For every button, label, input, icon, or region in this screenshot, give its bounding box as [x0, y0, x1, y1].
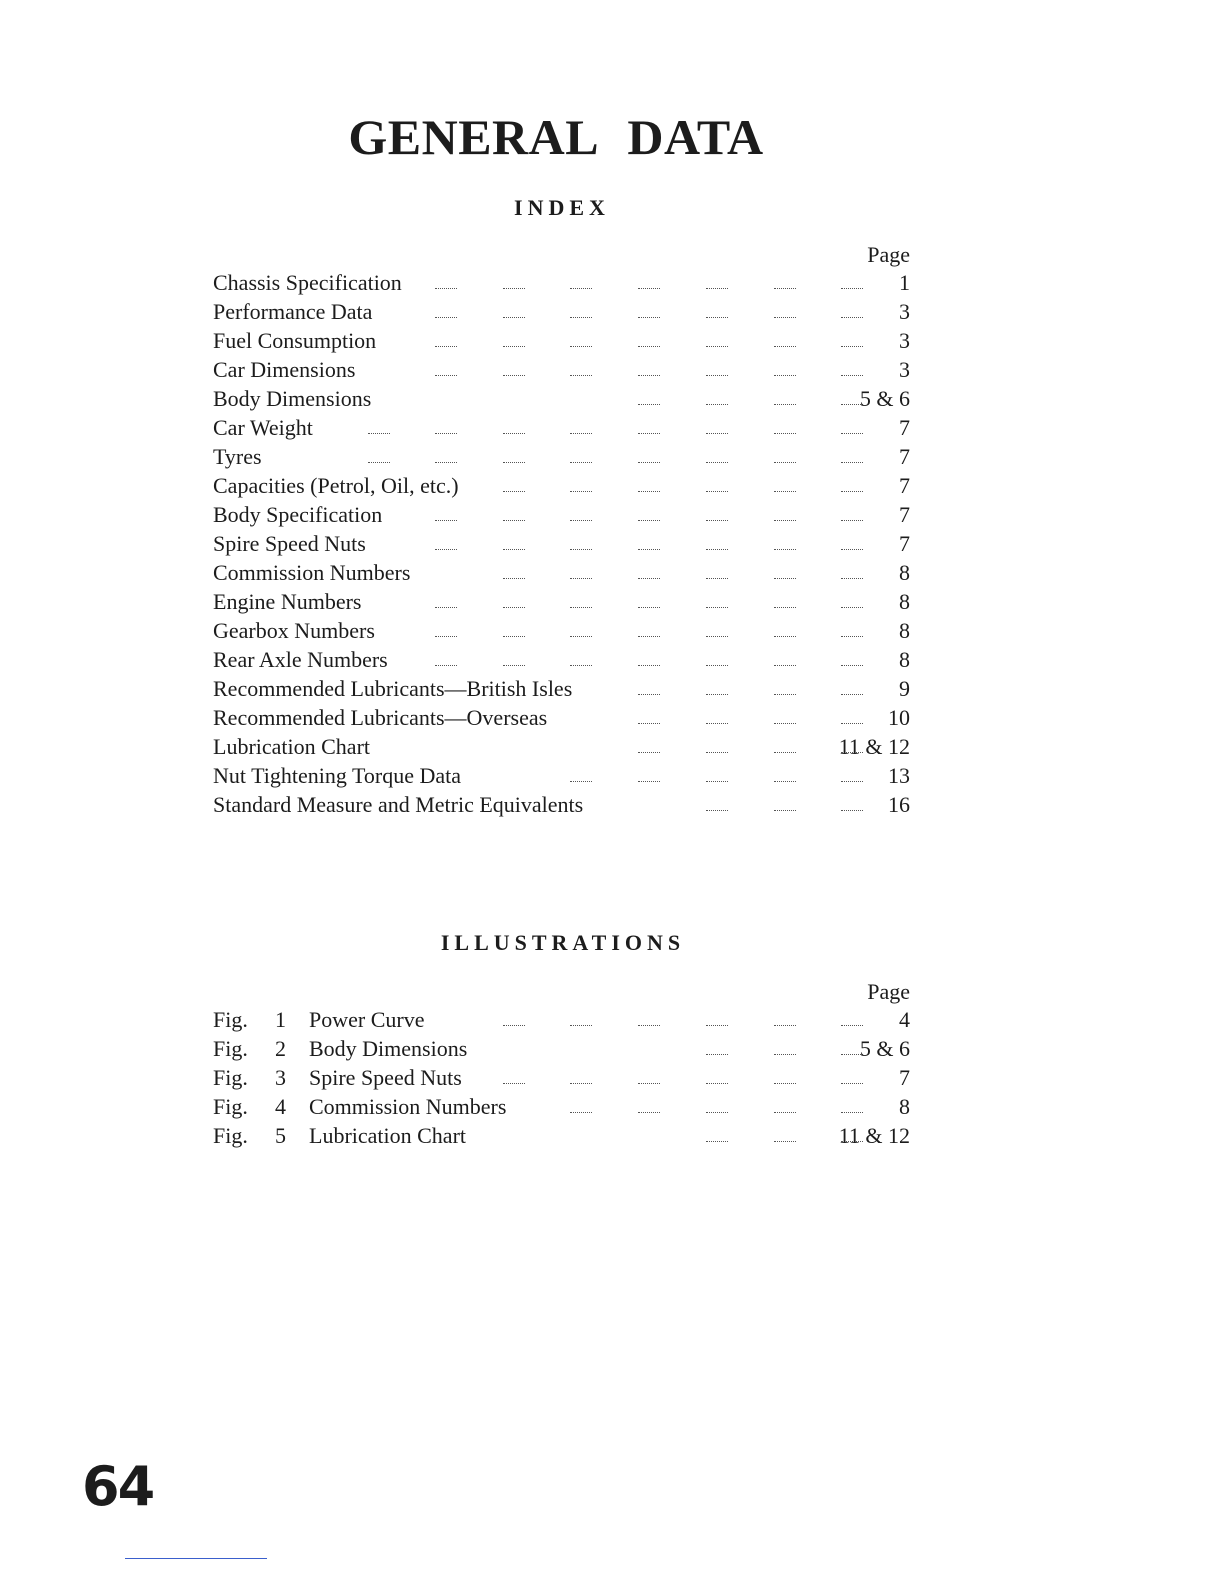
leader-dots	[774, 1112, 796, 1113]
illustration-page: 7	[899, 1065, 910, 1090]
leader-dots	[503, 1025, 525, 1026]
leader-dots	[638, 404, 660, 405]
leader-dots	[435, 375, 457, 376]
leader-dots	[774, 288, 796, 289]
figure-number: 1	[275, 1007, 286, 1032]
leader-dots	[706, 665, 728, 666]
index-entry-page: 8	[899, 618, 910, 643]
leader-dots	[841, 607, 863, 608]
index-entry	[213, 732, 910, 761]
illustration-entry	[213, 1092, 910, 1121]
index-entry	[213, 674, 910, 703]
leader-dots	[841, 810, 863, 811]
leader-dots	[503, 317, 525, 318]
index-entry-title: Recommended Lubricants—Overseas	[213, 705, 548, 730]
leader-dots	[774, 578, 796, 579]
illustration-title: Lubrication Chart	[309, 1123, 467, 1148]
index-entry-title: Rear Axle Numbers	[213, 647, 388, 672]
index-entry-page: 16	[888, 792, 910, 817]
index-entry	[213, 326, 910, 355]
figure-number: 2	[275, 1036, 286, 1061]
leader-dots	[638, 694, 660, 695]
leader-dots	[570, 520, 592, 521]
leader-dots	[706, 1083, 728, 1084]
leader-dots	[435, 346, 457, 347]
leader-dots	[841, 781, 863, 782]
index-entry-page: 10	[888, 705, 910, 730]
illustration-title: Commission Numbers	[309, 1094, 507, 1119]
leader-dots	[841, 288, 863, 289]
leader-dots	[706, 549, 728, 550]
leader-dots	[841, 462, 863, 463]
index-entry	[213, 297, 910, 326]
index-entry-page: 5 & 6	[859, 386, 910, 411]
leader-dots	[503, 433, 525, 434]
illustration-page: 4	[899, 1007, 910, 1032]
leader-dots	[841, 1112, 863, 1113]
leader-dots	[706, 607, 728, 608]
figure-number: 4	[275, 1094, 286, 1119]
figure-label: Fig.	[213, 1065, 248, 1090]
leader-dots	[706, 491, 728, 492]
leader-dots	[706, 578, 728, 579]
index-entry-page: 8	[899, 560, 910, 585]
leader-dots	[706, 694, 728, 695]
leader-dots	[638, 346, 660, 347]
index-entry-page: 3	[899, 357, 910, 382]
leader-dots	[706, 1025, 728, 1026]
leader-dots	[706, 1141, 728, 1142]
leader-dots	[570, 433, 592, 434]
index-entry	[213, 413, 910, 442]
leader-dots	[638, 288, 660, 289]
index-entry-title: Engine Numbers	[213, 589, 362, 614]
illustration-entry	[213, 1034, 910, 1063]
leader-dots	[435, 607, 457, 608]
leader-dots	[774, 375, 796, 376]
leader-dots	[774, 404, 796, 405]
leader-dots	[503, 520, 525, 521]
leader-dots	[706, 317, 728, 318]
index-entry-page: 7	[899, 502, 910, 527]
leader-dots	[503, 375, 525, 376]
leader-dots	[841, 375, 863, 376]
index-entry	[213, 471, 910, 500]
index-entry-title: Car Weight	[213, 415, 313, 440]
leader-dots	[706, 1054, 728, 1055]
leader-dots	[774, 549, 796, 550]
leader-dots	[774, 723, 796, 724]
index-entry	[213, 384, 910, 413]
leader-dots	[638, 665, 660, 666]
leader-dots	[774, 781, 796, 782]
leader-dots	[841, 1083, 863, 1084]
leader-dots	[638, 752, 660, 753]
leader-dots	[706, 810, 728, 811]
leader-dots	[774, 317, 796, 318]
index-entry-title: Body Specification	[213, 502, 383, 527]
leader-dots	[774, 1054, 796, 1055]
leader-dots	[841, 665, 863, 666]
index-heading: INDEX	[514, 195, 610, 220]
leader-dots	[435, 665, 457, 666]
leader-dots	[774, 752, 796, 753]
leader-dots	[570, 288, 592, 289]
page-number: 64	[82, 1455, 154, 1518]
illustration-title: Power Curve	[309, 1007, 425, 1032]
leader-dots	[435, 462, 457, 463]
leader-dots	[706, 636, 728, 637]
leader-dots	[774, 491, 796, 492]
page-title: GENERAL DATA	[348, 109, 764, 165]
leader-dots	[774, 1083, 796, 1084]
index-entry-title: Body Dimensions	[213, 386, 372, 411]
index-entry-page: 7	[899, 473, 910, 498]
leader-dots	[841, 520, 863, 521]
leader-dots	[503, 288, 525, 289]
leader-dots	[774, 694, 796, 695]
illustration-entry	[213, 1063, 910, 1092]
figure-number: 3	[275, 1065, 286, 1090]
leader-dots	[841, 346, 863, 347]
leader-dots	[435, 288, 457, 289]
leader-dots	[570, 375, 592, 376]
leader-dots	[638, 607, 660, 608]
leader-dots	[774, 1025, 796, 1026]
index-entry	[213, 268, 910, 297]
leader-dots	[706, 781, 728, 782]
index-entry-page: 13	[888, 763, 910, 788]
leader-dots	[774, 462, 796, 463]
leader-dots	[503, 491, 525, 492]
figure-label: Fig.	[213, 1036, 248, 1061]
index-entry	[213, 355, 910, 384]
index-entry	[213, 442, 910, 471]
illustration-page: 8	[899, 1094, 910, 1119]
illustration-title: Body Dimensions	[309, 1036, 468, 1061]
index-entry	[213, 529, 910, 558]
leader-dots	[638, 462, 660, 463]
index-entry-page: 7	[899, 444, 910, 469]
leader-dots	[841, 694, 863, 695]
leader-dots	[706, 520, 728, 521]
leader-dots	[774, 607, 796, 608]
footer-rule	[125, 1558, 267, 1559]
leader-dots	[570, 317, 592, 318]
index-list	[213, 268, 910, 819]
leader-dots	[435, 520, 457, 521]
leader-dots	[638, 1083, 660, 1084]
leader-dots	[841, 578, 863, 579]
leader-dots	[570, 781, 592, 782]
leader-dots	[570, 491, 592, 492]
leader-dots	[570, 1025, 592, 1026]
index-entry	[213, 587, 910, 616]
figure-number: 5	[275, 1123, 286, 1148]
leader-dots	[570, 462, 592, 463]
index-entry-title: Fuel Consumption	[213, 328, 377, 353]
index-entry-page: 7	[899, 415, 910, 440]
index-entry	[213, 500, 910, 529]
leader-dots	[706, 375, 728, 376]
leader-dots	[841, 636, 863, 637]
index-entry-page: 3	[899, 299, 910, 324]
leader-dots	[774, 433, 796, 434]
leader-dots	[503, 1083, 525, 1084]
illustrations-list	[213, 1005, 910, 1150]
leader-dots	[503, 578, 525, 579]
leader-dots	[503, 607, 525, 608]
index-entry-title: Performance Data	[213, 299, 373, 324]
leader-dots	[638, 578, 660, 579]
illustration-title: Spire Speed Nuts	[309, 1065, 462, 1090]
index-page-column-label: Page	[867, 242, 910, 267]
index-entry-page: 11 & 12	[838, 734, 910, 759]
leader-dots	[638, 1112, 660, 1113]
leader-dots	[841, 317, 863, 318]
leader-dots	[774, 1141, 796, 1142]
leader-dots	[435, 636, 457, 637]
index-entry	[213, 790, 910, 819]
leader-dots	[706, 723, 728, 724]
leader-dots	[706, 752, 728, 753]
leader-dots	[503, 549, 525, 550]
leader-dots	[841, 1025, 863, 1026]
index-entry-title: Recommended Lubricants—British Isles	[213, 676, 573, 701]
figure-label: Fig.	[213, 1123, 248, 1148]
leader-dots	[435, 549, 457, 550]
index-entry-title: Commission Numbers	[213, 560, 411, 585]
leader-dots	[774, 520, 796, 521]
leader-dots	[503, 462, 525, 463]
figure-label: Fig.	[213, 1094, 248, 1119]
leader-dots	[841, 723, 863, 724]
index-entry-title: Chassis Specification	[213, 270, 402, 295]
leader-dots	[706, 1112, 728, 1113]
leader-dots	[638, 317, 660, 318]
leader-dots	[570, 549, 592, 550]
leader-dots	[638, 723, 660, 724]
index-entry-title: Capacities (Petrol, Oil, etc.)	[213, 473, 459, 498]
index-entry-page: 3	[899, 328, 910, 353]
leader-dots	[638, 1025, 660, 1026]
leader-dots	[368, 462, 390, 463]
leader-dots	[706, 433, 728, 434]
illustration-entry	[213, 1121, 910, 1150]
figure-label: Fig.	[213, 1007, 248, 1032]
leader-dots	[774, 636, 796, 637]
index-entry-page: 8	[899, 589, 910, 614]
leader-dots	[503, 665, 525, 666]
leader-dots	[706, 346, 728, 347]
index-entry-page: 8	[899, 647, 910, 672]
illustrations-heading: ILLUSTRATIONS	[440, 930, 686, 955]
leader-dots	[706, 288, 728, 289]
index-entry-title: Standard Measure and Metric Equivalents	[213, 792, 584, 817]
index-entry-page: 1	[899, 270, 910, 295]
index-entry-title: Car Dimensions	[213, 357, 356, 382]
leader-dots	[638, 491, 660, 492]
leader-dots	[638, 375, 660, 376]
index-entry-title: Lubrication Chart	[213, 734, 371, 759]
leader-dots	[774, 665, 796, 666]
leader-dots	[435, 317, 457, 318]
leader-dots	[503, 636, 525, 637]
leader-dots	[841, 433, 863, 434]
index-entry-page: 7	[899, 531, 910, 556]
illustration-page: 5 & 6	[859, 1036, 910, 1061]
leader-dots	[570, 1112, 592, 1113]
index-entry-title: Gearbox Numbers	[213, 618, 375, 643]
leader-dots	[774, 810, 796, 811]
leader-dots	[368, 433, 390, 434]
leader-dots	[638, 636, 660, 637]
leader-dots	[841, 549, 863, 550]
index-entry-title: Spire Speed Nuts	[213, 531, 366, 556]
index-entry	[213, 558, 910, 587]
leader-dots	[638, 781, 660, 782]
index-entry	[213, 703, 910, 732]
leader-dots	[570, 1083, 592, 1084]
leader-dots	[706, 404, 728, 405]
leader-dots	[570, 607, 592, 608]
leader-dots	[638, 549, 660, 550]
leader-dots	[570, 346, 592, 347]
leader-dots	[774, 346, 796, 347]
index-entry-title: Nut Tightening Torque Data	[213, 763, 461, 788]
leader-dots	[841, 491, 863, 492]
leader-dots	[638, 433, 660, 434]
leader-dots	[638, 520, 660, 521]
leader-dots	[503, 346, 525, 347]
leader-dots	[435, 433, 457, 434]
index-entry	[213, 645, 910, 674]
leader-dots	[570, 636, 592, 637]
illustration-entry	[213, 1005, 910, 1034]
illustrations-page-column-label: Page	[867, 979, 910, 1004]
leader-dots	[570, 578, 592, 579]
index-entry	[213, 761, 910, 790]
index-entry-page: 9	[899, 676, 910, 701]
index-entry-title: Tyres	[213, 444, 262, 469]
leader-dots	[570, 665, 592, 666]
index-entry	[213, 616, 910, 645]
illustration-page: 11 & 12	[838, 1123, 910, 1148]
leader-dots	[706, 462, 728, 463]
